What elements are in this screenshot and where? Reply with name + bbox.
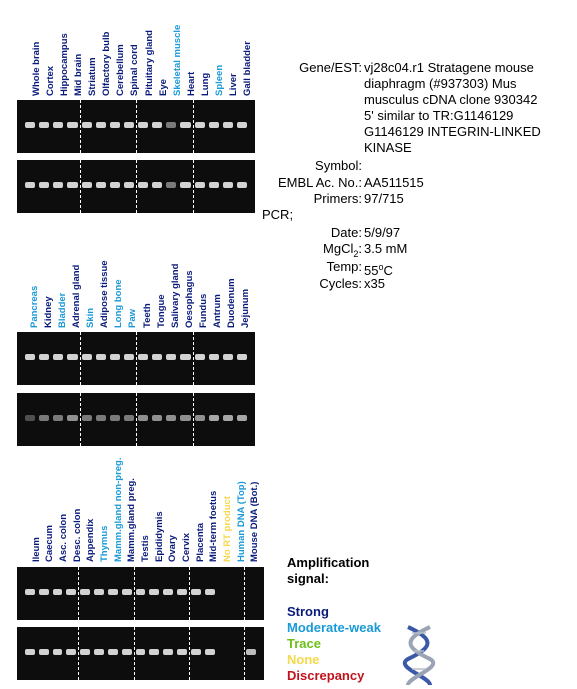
panel-3-lane-labels [30,456,262,562]
lane-label-cortex: Cortex [45,65,57,96]
lane-label-tongue: Tongue [155,294,167,328]
gel-divider [189,627,190,680]
mgcl-subscript: 2 [353,248,359,259]
gel-divider [78,627,79,680]
gel-divider [193,393,194,446]
lane-label-antrum: Antrum [211,294,223,328]
cycles-label: Cycles: [319,276,362,291]
gel-band [53,354,63,360]
gel-band [110,354,120,360]
gel-band [124,415,134,421]
temp-number: 55 [364,263,379,279]
gene-est-line: vj28c04.r1 Stratagene mouse [364,60,534,75]
gel-band [180,354,190,360]
gel-band [122,589,132,595]
gel-band [108,589,118,595]
gel-band [94,649,104,655]
lane-label-striatum: Striatum [87,57,99,96]
gel-band [67,354,77,360]
lane-label-heart: Heart [185,71,197,96]
lane-label-mid-term-foetus: Mid-term foetus [208,490,220,562]
lane-label-thymus: Thymus [99,525,111,562]
gene-est-line: 5' similar to TR:G1146129 [364,108,514,123]
lane-label-ileum: Ileum [30,537,42,562]
legend-none: None [287,652,320,667]
gel-band [138,415,148,421]
lane-label-lung: Lung [199,72,211,96]
gel-band [163,649,173,655]
lane-label-cervix: Cervix [180,532,192,562]
symbol-label: Symbol: [315,158,362,173]
gel-band [166,415,176,421]
gel-band [66,649,76,655]
gel-band [163,589,173,595]
lane-label-mouse-dna-bot: Mouse DNA (Bot.) [249,481,261,562]
gel-divider [80,393,81,446]
lane-label-paw: Paw [127,308,139,328]
gel-band [108,649,118,655]
embl-value: AA511515 [364,175,424,190]
mgcl-value: 3.5 mM [364,241,408,256]
lane-label-liver: Liver [227,73,239,96]
gel-band [166,354,176,360]
gel-band [82,354,92,360]
lane-label-cerebellum: Cerebellum [115,44,127,96]
gel-band [180,415,190,421]
gel-band [223,415,233,421]
gel-band [39,589,49,595]
lane-label-hippocampus: Hippocampus [59,33,71,96]
gel-band [195,354,205,360]
lane-label-oesophagus: Oesophagus [183,270,195,328]
date-label: Date: [330,225,362,240]
temp-unit: C [383,263,393,279]
lane-label-pancreas: Pancreas [29,285,41,328]
gel-band [82,415,92,421]
gene-est-line: diaphragm (#937303) Mus [364,76,517,91]
gel-band [124,354,134,360]
lane-label-spleen: Spleen [213,64,225,96]
pcr-label: PCR; [262,207,294,222]
gel-band [67,415,77,421]
signal-legend [287,555,381,684]
temp-degree: o [378,262,384,272]
gel-band [177,589,187,595]
legend-discrepancy: Discrepancy [287,668,365,683]
legend-title-line1: Amplification [287,555,370,570]
gel-band [136,649,146,655]
lane-label-teeth: Teeth [141,303,153,328]
gel-band [25,354,35,360]
gel-band [149,649,159,655]
gel-band [53,415,63,421]
gel-band [96,415,106,421]
gel-divider [193,332,194,385]
gel-band [237,415,247,421]
experiment-info [0,0,577,300]
legend-strong: Strong [287,604,329,619]
lane-label-no-rt-product: No RT product [221,496,233,562]
lane-label-adipose-tissue: Adipose tissue [99,260,111,328]
gel-band [246,649,256,655]
mgcl-colon: : [358,241,362,256]
gel-divider [78,567,79,620]
gene-est-label: Gene/EST: [299,60,362,75]
gel-band [66,589,76,595]
lane-label-skeletal-muscle: Skeletal muscle [171,24,183,96]
lane-label-epididymis: Epididymis [153,511,165,562]
lane-label-whole-brain: Whole brain [31,41,43,96]
gel-divider [134,567,135,620]
gel-band [209,354,219,360]
embl-label: EMBL Ac. No.: [277,175,362,190]
gel-band [191,589,201,595]
lane-label-jejunum: Jejunum [239,288,251,328]
lane-label-desc-colon: Desc. colon [71,508,83,562]
gel-band [25,415,35,421]
primers-value: 97/715 [364,191,404,206]
lane-label-long-bone: Long bone [113,279,125,328]
gel-band [149,589,159,595]
gel-band [53,649,63,655]
lane-label-bladder: Bladder [57,292,69,328]
gel-band [53,589,63,595]
dna-helix-icon [400,625,440,687]
mgcl-text: MgCl [323,241,354,256]
gel-band [122,649,132,655]
gene-est-line: G1146129 INTEGRIN-LINKED [364,124,541,139]
lane-label-human-dna-top: Human DNA (Top) [235,481,247,562]
panel-2-gel-top [17,332,255,385]
gel-divider [244,567,245,620]
lane-label-gall-bladder: Gall bladder [241,41,253,96]
gel-divider [136,332,137,385]
lane-label-mamm-gland-non-preg: Mamm.gland non-preg. [112,457,124,562]
gel-band [96,354,106,360]
lane-label-asc-colon: Asc. colon [58,513,70,562]
lane-label-spinal-cord: Spinal cord [129,44,141,96]
gel-band [39,415,49,421]
lane-label-adrenal-gland: Adrenal gland [71,264,83,328]
lane-label-ovary: Ovary [167,535,179,562]
gel-band [191,649,201,655]
gel-divider [189,567,190,620]
date-value: 5/9/97 [364,225,401,240]
panel-3-gel-bottom [17,627,264,680]
gel-divider [80,332,81,385]
gene-est-line: KINASE [364,140,412,155]
gel-divider [244,627,245,680]
gel-band [80,649,90,655]
gel-band [205,649,215,655]
panel-2-gel-bottom [17,393,255,446]
gel-band [237,354,247,360]
lane-label-duodenum: Duodenum [225,278,237,328]
gel-band [25,649,35,655]
gel-band [223,354,233,360]
gel-divider [136,393,137,446]
lane-label-testis: Testis [140,535,151,562]
lane-label-olfactory-bulb: Olfactory bulb [101,31,113,96]
gel-divider [134,627,135,680]
cycles-value: x35 [364,276,385,291]
lane-label-mamm-gland-preg: Mamm.gland preg. [126,478,138,562]
lane-label-fundus: Fundus [197,293,209,328]
gel-band [94,589,104,595]
gel-band [80,589,90,595]
temp-label: Temp: [326,259,362,274]
legend-title-line2: signal: [287,571,329,586]
lane-label-eye: Eye [157,79,169,96]
primers-label: Primers: [313,191,362,206]
gel-band [136,589,146,595]
lane-label-appendix: Appendix [85,518,97,562]
lane-label-skin: Skin [85,307,97,328]
gel-band [152,354,162,360]
legend-trace: Trace [287,636,321,651]
gene-est-value [364,60,574,156]
gel-band [205,589,215,595]
gel-band [152,415,162,421]
gel-band [138,354,148,360]
panel-3-gel-top [17,567,264,620]
lane-label-salivary-gland: Salivary gland [169,263,181,328]
gel-band [39,649,49,655]
lane-label-mid-brain: Mid brain [73,53,85,96]
gel-band [25,589,35,595]
gel-band [195,415,205,421]
gel-band [177,649,187,655]
gene-est-line: musculus cDNA clone 930342 [364,92,538,107]
gel-band [209,415,219,421]
lane-label-pituitary-gland: Pituitary gland [143,30,155,96]
lane-label-kidney: Kidney [43,296,55,328]
legend-moderate-weak: Moderate-weak [287,620,381,635]
gel-band [39,354,49,360]
lane-label-placenta: Placenta [194,522,206,562]
lane-label-caecum: Caecum [44,525,56,562]
gel-band [110,415,120,421]
